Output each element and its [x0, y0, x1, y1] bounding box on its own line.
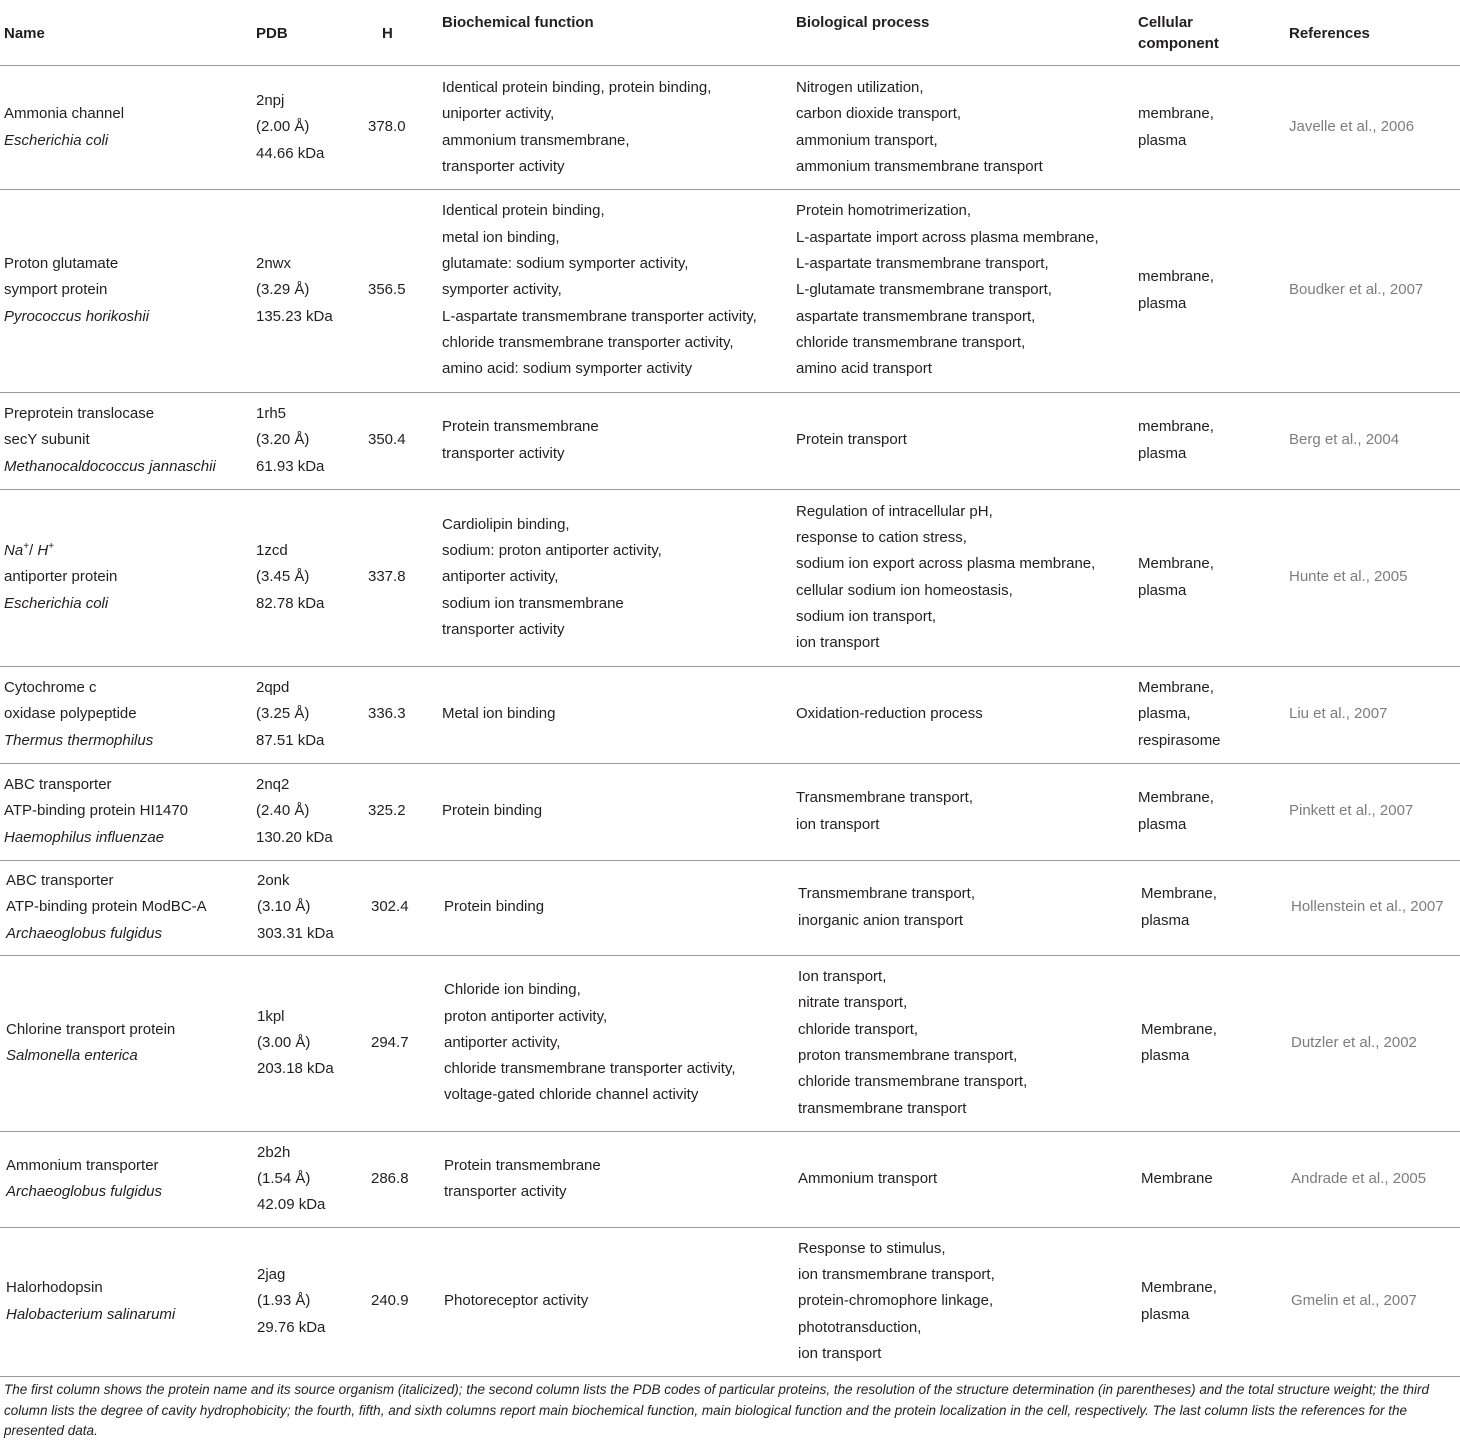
cellular-component-line: plasma, [1138, 705, 1191, 723]
reference-text: Berg et al., 2004 [1289, 431, 1400, 449]
biochemical-function-line: Identical protein binding, [442, 202, 605, 220]
table-row [0, 489, 1460, 667]
hydrophobicity-value: 378.0 [368, 118, 406, 136]
table-row [0, 392, 1460, 490]
biological-process-line: sodium ion export across plasma membrane, [796, 555, 1096, 573]
pdb-cell [256, 392, 324, 489]
biochemical-function-cell [442, 666, 555, 763]
biochemical-function-line: Protein transmembrane [444, 1156, 601, 1174]
biochemical-function-line: chloride transmembrane transporter activity, [442, 333, 734, 351]
protein-name-cell [4, 666, 153, 763]
protein-name: ABC transporter [6, 872, 114, 890]
table-footnote: The first column shows the protein name and its source organism (italicized); the second column lists the PDB codes of particular proteins, the resolution of the structure determination (in parentheses) and the total structure weight; the third column lists the degree of cavity hydrophobicity; the fourth, fifth, and sixth columns report main biochemical function, main biological function and the protein localization in the cell, respectively. The last column lists the references for the presented data. [4, 1382, 1429, 1438]
pdb-line: (3.29 Å) [256, 281, 310, 299]
reference-cell [1291, 955, 1417, 1131]
cellular-component-cell [1138, 189, 1214, 392]
ion-a: Na [4, 542, 24, 560]
biochemical-function-line: amino acid: sodium symporter activity [442, 360, 693, 378]
ion-b-sup: + [48, 541, 55, 553]
hydrophobicity-cell [368, 392, 406, 489]
protein-name: ATP-binding protein HI1470 [4, 802, 188, 820]
biological-process-line: L-glutamate transmembrane transport, [796, 281, 1052, 299]
biochemical-function-cell [444, 1227, 588, 1376]
cellular-component-cell [1138, 489, 1214, 666]
pdb-line: 44.66 kDa [256, 144, 325, 162]
biochemical-function-line: Photoreceptor activity [444, 1292, 589, 1310]
biological-process-line: ion transmembrane transport, [798, 1266, 995, 1284]
cellular-component-line: Membrane [1141, 1169, 1213, 1187]
header-h: H [382, 25, 393, 42]
hydrophobicity-cell [368, 666, 406, 763]
cellular-component-line: Membrane, [1141, 885, 1217, 903]
biochemical-function-cell [442, 189, 757, 392]
biological-process-line: ion transport [796, 634, 880, 652]
organism-name: Thermus thermophilus [4, 731, 154, 749]
ion-a-sup: + [23, 541, 30, 553]
biological-process-line: phototransduction, [798, 1318, 922, 1336]
biological-process-line: Protein transport [796, 431, 907, 449]
cellular-component-line: Membrane, [1138, 789, 1214, 807]
pdb-line: 87.51 kDa [256, 731, 325, 749]
biochemical-function-line: voltage-gated chloride channel activity [444, 1086, 699, 1104]
biochemical-function-line: uniporter activity, [442, 105, 555, 123]
header-cellular-line: component [1138, 35, 1219, 52]
biological-process-line: ammonium transmembrane transport [796, 157, 1043, 175]
biological-process-cell [798, 955, 1027, 1131]
biochemical-function-line: chloride transmembrane transporter activity, [444, 1060, 736, 1078]
biological-process-line: proton transmembrane transport, [798, 1047, 1018, 1064]
protein-name-cell [6, 1131, 162, 1227]
pdb-line: 203.18 kDa [257, 1060, 334, 1078]
organism-name: Methanocaldococcus jannaschii [4, 457, 216, 475]
pdb-line: 42.09 kDa [257, 1196, 326, 1214]
pdb-line: (2.40 Å) [256, 802, 310, 820]
organism-name: Escherichia coli [4, 594, 109, 612]
table-row [0, 955, 1460, 1132]
biological-process-line: inorganic anion transport [798, 911, 964, 929]
cellular-component-line: plasma [1138, 444, 1187, 462]
biological-process-line: nitrate transport, [798, 994, 908, 1012]
biological-process-line: Ammonium transport [798, 1169, 938, 1187]
biochemical-function-cell [444, 955, 736, 1131]
biochemical-function-cell [442, 66, 711, 189]
organism-name: Archaeoglobus fulgidus [6, 1183, 162, 1200]
biological-process-cell [796, 666, 983, 763]
biochemical-function-line: Protein binding [444, 898, 545, 916]
pdb-line: 2qpd [256, 679, 290, 697]
biochemical-function-cell [444, 860, 544, 955]
biochemical-function-cell [444, 1131, 601, 1227]
pdb-line: 2onk [257, 872, 290, 890]
table-row [0, 66, 1460, 190]
protein-name-cell [4, 392, 216, 489]
table-row [0, 1227, 1460, 1377]
pdb-line: (3.00 Å) [257, 1033, 311, 1051]
reference-text: Dutzler et al., 2002 [1291, 1033, 1417, 1051]
protein-name: Halorhodopsin [6, 1279, 103, 1297]
hydrophobicity-cell [371, 955, 409, 1131]
pdb-cell [256, 666, 324, 763]
biochemical-function-line: Cardiolipin binding, [442, 515, 570, 533]
biological-process-line: sodium ion transport, [796, 607, 937, 625]
biochemical-function-line: proton antiporter activity, [444, 1007, 608, 1025]
protein-name: symport protein [4, 281, 108, 299]
organism-name: Pyrococcus horikoshii [4, 307, 150, 325]
protein-name-cell [4, 189, 149, 392]
biological-process-line: Oxidation-reduction process [796, 705, 983, 723]
pdb-cell [257, 860, 334, 955]
biological-process-line: Protein homotrimerization, [796, 202, 972, 220]
pdb-line: 135.23 kDa [256, 307, 333, 325]
reference-cell [1291, 860, 1444, 955]
biochemical-function-line: sodium: proton antiporter activity, [442, 542, 662, 560]
hydrophobicity-value: 294.7 [371, 1033, 409, 1051]
hydrophobicity-cell [368, 66, 406, 189]
biological-process-line: Response to stimulus, [798, 1239, 946, 1257]
pdb-cell [256, 66, 324, 189]
pdb-cell [256, 189, 333, 392]
biological-process-line: chloride transmembrane transport, [798, 1073, 1028, 1091]
reference-text: Hunte et al., 2005 [1289, 568, 1408, 586]
pdb-line: 2jag [257, 1266, 286, 1284]
biochemical-function-cell [442, 763, 542, 860]
reference-text: Boudker et al., 2007 [1289, 281, 1424, 299]
pdb-cell [256, 489, 324, 666]
biological-process-line: ion transport [796, 815, 880, 833]
protein-name-cell [4, 66, 124, 189]
pdb-line: (3.45 Å) [256, 568, 310, 586]
biological-process-cell [796, 392, 907, 489]
biochemical-function-line: metal ion binding, [442, 228, 560, 246]
pdb-cell [257, 1227, 325, 1376]
hydrophobicity-value: 356.5 [368, 281, 406, 299]
cellular-component-cell [1141, 1131, 1213, 1227]
cellular-component-line: respirasome [1138, 731, 1221, 749]
biological-process-line: aspartate transmembrane transport, [796, 307, 1036, 325]
biochemical-function-line: transporter activity [442, 157, 565, 175]
ion-sep: / [29, 542, 38, 560]
biological-process-line: Transmembrane transport, [798, 885, 976, 903]
protein-name-cell [4, 763, 188, 860]
header-name: Name [4, 25, 45, 42]
biochemical-function-cell [442, 392, 599, 489]
pdb-line: 130.20 kDa [256, 828, 333, 846]
protein-name: Cytochrome c [4, 679, 97, 697]
hydrophobicity-cell [371, 1227, 409, 1376]
table-row [0, 189, 1460, 393]
reference-cell [1289, 66, 1414, 189]
cellular-component-line: membrane, [1138, 268, 1214, 286]
reference-cell [1291, 1131, 1426, 1227]
biological-process-cell [798, 860, 975, 955]
biochemical-function-line: antiporter activity, [444, 1033, 561, 1051]
hydrophobicity-cell [371, 1131, 409, 1227]
biological-process-cell [798, 1131, 937, 1227]
header-biochemical-function: Biochemical function [442, 14, 594, 31]
protein-name: antiporter protein [4, 568, 118, 586]
hydrophobicity-value: 302.4 [371, 898, 409, 916]
cellular-component-cell [1138, 666, 1221, 763]
biological-process-line: ion transport [798, 1344, 882, 1362]
biological-process-line: response to cation stress, [796, 528, 967, 546]
biological-process-line: Nitrogen utilization, [796, 78, 924, 96]
header-cellular-line: Cellular [1138, 14, 1194, 31]
hydrophobicity-cell [368, 489, 406, 666]
biological-process-line: amino acid transport [796, 360, 932, 378]
biological-process-line: protein-chromophore linkage, [798, 1292, 994, 1310]
reference-cell [1289, 392, 1399, 489]
reference-text: Hollenstein et al., 2007 [1291, 898, 1444, 916]
header-references: References [1289, 25, 1370, 42]
table-row [0, 763, 1460, 861]
hydrophobicity-value: 350.4 [368, 431, 406, 449]
biochemical-function-line: Metal ion binding [442, 705, 556, 723]
cellular-component-line: membrane, [1138, 105, 1214, 123]
biochemical-function-line: transporter activity [442, 620, 565, 638]
reference-text: Gmelin et al., 2007 [1291, 1292, 1417, 1310]
biological-process-line: transmembrane transport [798, 1099, 967, 1117]
cellular-component-cell [1141, 1227, 1217, 1376]
header-cellular-component [1138, 12, 1219, 54]
cellular-component-line: plasma [1138, 815, 1187, 833]
pdb-line: 2npj [256, 92, 285, 110]
organism-name: Halobacterium salinarumi [6, 1305, 176, 1323]
pdb-cell [257, 955, 334, 1131]
cellular-component-cell [1141, 955, 1217, 1131]
cellular-component-line: plasma [1141, 911, 1190, 929]
biochemical-function-line: glutamate: sodium symporter activity, [442, 255, 689, 273]
biological-process-line: ammonium transport, [796, 131, 938, 149]
protein-name: ABC transporter [4, 776, 112, 794]
pdb-line: 1rh5 [256, 405, 287, 423]
biological-process-cell [796, 66, 1043, 189]
header-biological-process: Biological process [796, 14, 930, 31]
protein-name: oxidase polypeptide [4, 705, 137, 723]
cellular-component-line: membrane, [1138, 418, 1214, 436]
ion-b: H [37, 542, 49, 560]
protein-name: Proton glutamate [4, 255, 119, 273]
biological-process-cell [798, 1227, 995, 1376]
biological-process-line: Regulation of intracellular pH, [796, 502, 993, 520]
biochemical-function-line: Chloride ion binding, [444, 981, 581, 999]
biological-process-line: carbon dioxide transport, [796, 105, 962, 123]
pdb-line: (3.20 Å) [256, 431, 310, 449]
protein-name: Chlorine transport protein [6, 1020, 176, 1038]
hydrophobicity-value: 286.8 [371, 1169, 409, 1187]
hydrophobicity-cell [371, 860, 409, 955]
pdb-line: 2nwx [256, 255, 292, 273]
hydrophobicity-cell [368, 763, 406, 860]
biological-process-line: L-aspartate transmembrane transport, [796, 255, 1049, 273]
cellular-component-line: plasma [1141, 1047, 1190, 1064]
cellular-component-line: Membrane, [1138, 679, 1214, 697]
biochemical-function-line: Protein transmembrane [442, 418, 599, 436]
biochemical-function-line: ammonium transmembrane, [442, 131, 630, 149]
table-row [0, 860, 1460, 956]
cellular-component-cell [1138, 763, 1214, 860]
biological-process-cell [796, 489, 1095, 666]
cellular-component-line: plasma [1138, 294, 1187, 312]
reference-cell [1289, 666, 1387, 763]
biochemical-function-line: Identical protein binding, protein binding, [442, 78, 712, 96]
table-row [0, 1131, 1460, 1228]
biological-process-line: Ion transport, [798, 968, 887, 986]
organism-name: Archaeoglobus fulgidus [6, 924, 162, 942]
pdb-line: (3.25 Å) [256, 705, 310, 723]
biological-process-line: L-aspartate import across plasma membrane, [796, 228, 1099, 246]
biochemical-function-line: antiporter activity, [442, 568, 559, 586]
protein-name-cell [6, 955, 175, 1131]
reference-cell [1289, 489, 1407, 666]
biological-process-cell [796, 763, 973, 860]
biological-process-line: chloride transport, [798, 1020, 919, 1038]
biological-process-line: Transmembrane transport, [796, 789, 974, 807]
pdb-line: 2nq2 [256, 776, 290, 794]
biological-process-cell [796, 189, 1099, 392]
cellular-component-line: Membrane, [1141, 1020, 1217, 1038]
pdb-line: 61.93 kDa [256, 457, 325, 475]
biochemical-function-line: symporter activity, [442, 281, 562, 299]
table-header [0, 0, 1460, 66]
cellular-component-line: plasma [1138, 581, 1187, 599]
biochemical-function-line: sodium ion transmembrane [442, 594, 624, 612]
hydrophobicity-value: 337.8 [368, 568, 406, 586]
pdb-line: 1zcd [256, 542, 288, 560]
protein-name: secY subunit [4, 431, 90, 449]
pdb-line: 82.78 kDa [256, 594, 325, 612]
reference-text: Andrade et al., 2005 [1291, 1169, 1427, 1187]
protein-name: Preprotein translocase [4, 405, 155, 423]
ion-label [4, 538, 117, 564]
protein-name-cell [6, 860, 207, 955]
biochemical-function-line: Protein binding [442, 802, 543, 820]
reference-text: Javelle et al., 2006 [1289, 118, 1415, 136]
protein-name: ATP-binding protein ModBC-A [6, 898, 207, 916]
cellular-component-cell [1138, 392, 1214, 489]
biochemical-function-line: transporter activity [444, 1183, 567, 1200]
pdb-line: 29.76 kDa [257, 1318, 326, 1336]
hydrophobicity-value: 325.2 [368, 802, 406, 820]
reference-cell [1289, 763, 1413, 860]
biological-process-line: chloride transmembrane transport, [796, 333, 1026, 351]
biochemical-function-line: transporter activity [442, 444, 565, 462]
hydrophobicity-value: 336.3 [368, 705, 406, 723]
reference-text: Liu et al., 2007 [1289, 705, 1388, 723]
table-row [0, 666, 1460, 764]
cellular-component-cell [1138, 66, 1214, 189]
pdb-line: (1.54 Å) [257, 1169, 311, 1187]
pdb-line: (1.93 Å) [257, 1292, 311, 1310]
biochemical-function-line: L-aspartate transmembrane transporter activity, [442, 307, 757, 325]
cellular-component-line: Membrane, [1138, 555, 1214, 573]
cellular-component-line: plasma [1138, 131, 1187, 149]
protein-name-cell [4, 489, 117, 666]
hydrophobicity-value: 240.9 [371, 1292, 409, 1310]
pdb-line: (3.10 Å) [257, 898, 311, 916]
pdb-cell [257, 1131, 325, 1227]
pdb-line: 1kpl [257, 1007, 285, 1025]
organism-name: Escherichia coli [4, 131, 109, 149]
reference-cell [1289, 189, 1423, 392]
organism-name: Haemophilus influenzae [4, 828, 165, 846]
header-pdb: PDB [256, 25, 288, 42]
biological-process-line: cellular sodium ion homeostasis, [796, 581, 1013, 599]
cellular-component-cell [1141, 860, 1217, 955]
protein-name: Ammonia channel [4, 105, 125, 123]
reference-cell [1291, 1227, 1417, 1376]
protein-name: Ammonium transporter [6, 1156, 159, 1174]
protein-name-cell [6, 1227, 175, 1376]
pdb-line: (2.00 Å) [256, 118, 310, 136]
reference-text: Pinkett et al., 2007 [1289, 802, 1414, 820]
pdb-line: 303.31 kDa [257, 924, 334, 942]
pdb-line: 2b2h [257, 1143, 291, 1161]
cellular-component-line: plasma [1141, 1305, 1190, 1323]
biochemical-function-cell [442, 489, 662, 666]
pdb-cell [256, 763, 333, 860]
cellular-component-line: Membrane, [1141, 1279, 1217, 1297]
organism-name: Salmonella enterica [6, 1047, 138, 1064]
hydrophobicity-cell [368, 189, 406, 392]
